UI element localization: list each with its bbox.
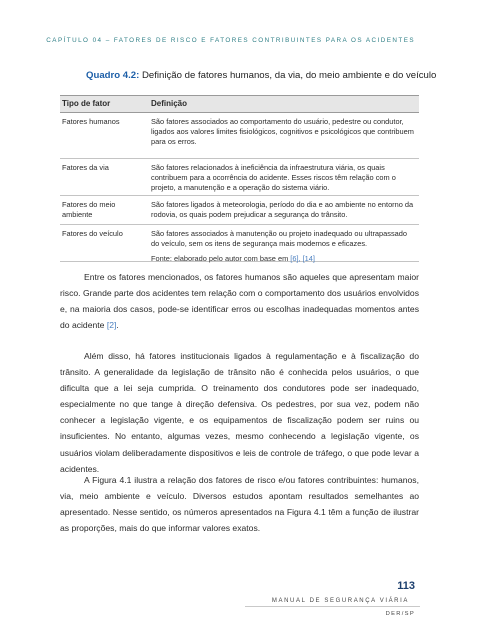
paragraph-figure-reference: A Figura 4.1 ilustra a relação dos fatores de risco e/ou fatores contribuintes: humanos, via, meio ambiente e veículo. Diversos estudos apontam resultados semelhantes ao apresentado. Nesse sentido, os números apresentados na Figura 4.1 têm a função de ilustrar as proporções, mais do que informar valores exatos. — [60, 475, 419, 534]
quadro-title: Definição de fatores humanos, da via, do meio ambiente e do veículo — [139, 70, 437, 81]
footer-divider — [245, 606, 420, 607]
table-row — [60, 159, 419, 196]
table-row — [60, 196, 419, 225]
table-source — [151, 254, 315, 263]
factor-type: Fatores do veículo — [62, 229, 123, 238]
table-header — [60, 95, 419, 113]
paragraph-institutional-factors: Além disso, há fatores institucionais ligados à regulamentação e à fiscalização do trânsito. A generalidade da legislação de trânsito não é conhecida pelos usuários, o que dificulta que a lei seja cumprida. O treinamento dos condutores pode ser inadequado, especialmente no que tange à direção defensiva. Os pedestres, por sua vez, podem não conhecer a legislação vigente, e os equipamentos de fiscalização podem ser ruins ou insuficientes. No entanto, algumas vezes, mesmo conhecendo a legislação vigente, os usuários violam deliberadamente dispositivos e leis de controle de tráfego, o que pode levar a acidentes. — [60, 351, 419, 474]
paragraph-end: . — [116, 320, 119, 331]
source-citation-link[interactable]: [6], [14] — [290, 254, 315, 263]
factor-definition: São fatores associados à manutenção ou projeto inadequado ou ultrapassado do veículo, sem os itens de segurança mais modernos e eficazes. — [151, 229, 407, 248]
quadro-caption — [86, 70, 436, 81]
factor-type: Fatores humanos — [62, 117, 120, 126]
table-row — [60, 113, 419, 159]
factor-type: Fatores da via — [62, 163, 109, 172]
column-header-type: Tipo de fator — [62, 99, 111, 108]
factor-type: Fatores do meio ambiente — [62, 200, 116, 219]
factor-definition: São fatores associados ao comportamento do usuário, pedestre ou condutor, ligados aos valores limites fisiológicos, cognitivos e psicológicos que contribuem para os erros. — [151, 117, 414, 146]
column-header-definition: Definição — [151, 99, 188, 108]
paragraph-human-factors — [60, 269, 419, 333]
page-number: 113 — [397, 580, 415, 592]
footer-book-title: MANUAL DE SEGURANÇA VIÁRIA — [271, 598, 409, 604]
factor-definition: São fatores ligados à meteorologia, período do dia e ao ambiente no entorno da rodovia, os quais podem prejudicar a segurança do trânsito. — [151, 200, 414, 219]
quadro-label: Quadro 4.2: — [86, 70, 140, 81]
factor-definition: São fatores relacionados à ineficiência da infraestrutura viária, os quais contribuem para a ocorrência do acidente. Esses riscos têm relação com o projeto, a manutenção e a operação do sistema viário. — [151, 163, 396, 192]
factors-table — [60, 95, 419, 262]
citation-link[interactable]: [2] — [106, 320, 117, 331]
footer-org: DER/SP — [385, 611, 415, 617]
paragraph-text: Entre os fatores mencionados, os fatores humanos são aqueles que apresentam maior risco. Grande parte dos acidentes tem relação com o comportamento dos usuários envolvidos e, na maioria dos casos, pode-se identificar erros ou escolhas inadequadas momentos antes do acidente — [60, 272, 419, 331]
source-text: Fonte: elaborado pelo autor com base em — [151, 254, 291, 263]
running-header: CAPÍTULO 04 – FATORES DE RISCO E FATORES CONTRIBUINTES PARA OS ACIDENTES — [46, 37, 415, 44]
